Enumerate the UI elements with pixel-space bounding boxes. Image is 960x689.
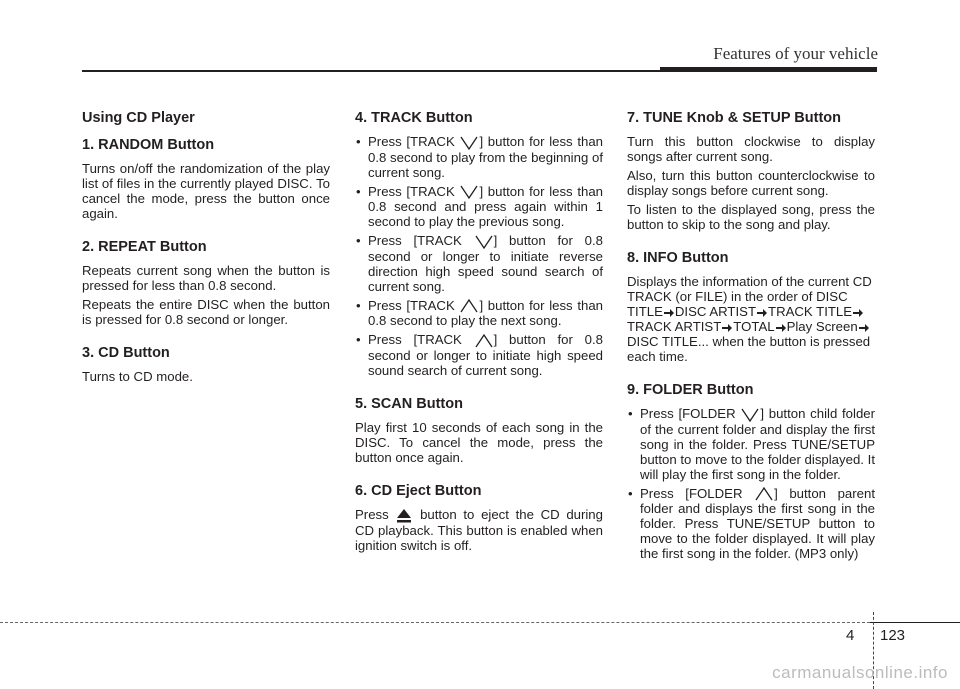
- folder-title: 9. FOLDER Button: [627, 382, 754, 398]
- arrow-right-icon: [722, 324, 732, 332]
- info-text: [627, 274, 875, 364]
- track-item-text: ] button for 0.8 second or longer to initiate reverse direction high speed sound search of current song.: [368, 233, 603, 294]
- folder-item-text: ] button child folder of the current folder and display the first song in the folder. Press TUNE/SETUP button to move to the folder displayed. It will play the first song in the folder.: [640, 406, 876, 482]
- folder-prefix: Press [FOLDER: [640, 485, 743, 501]
- track-prefix: Press [TRACK: [368, 297, 455, 313]
- tune-title: 7. TUNE Knob & SETUP Button: [627, 110, 842, 126]
- info-title: 8. INFO Button: [627, 250, 729, 266]
- scan-section: [355, 396, 603, 465]
- chevron-down-icon: [741, 408, 759, 422]
- random-text: Turns on/off the randomization of the play list of files in the currently played DISC. To cancel the mode, press the button once again.: [82, 161, 330, 221]
- arrow-right-icon: [664, 309, 674, 317]
- random-section: [82, 137, 330, 221]
- track-list: [355, 134, 603, 378]
- info-seq-item: DISC ARTIST: [674, 304, 757, 319]
- list-item: [627, 406, 875, 482]
- tune-text-1: Turn this button clockwise to display songs after current song.: [627, 134, 875, 164]
- chevron-up-icon: [460, 299, 478, 313]
- arrow-right-icon: [853, 309, 863, 317]
- track-prefix: Press [TRACK: [368, 332, 462, 348]
- track-item-text: ] button for less than 0.8 second to play from the beginning of current song.: [368, 134, 603, 180]
- repeat-title: 2. REPEAT Button: [82, 239, 207, 255]
- eject-icon: [396, 508, 412, 523]
- list-item: [355, 298, 603, 329]
- track-section: [355, 110, 603, 378]
- repeat-text-2: Repeats the entire DISC when the button is pressed for 0.8 second or longer.: [82, 297, 330, 327]
- cd-section: [82, 345, 330, 384]
- info-section: [627, 250, 875, 364]
- watermark: carmanualsonline.info: [772, 663, 948, 682]
- eject-title: 6. CD Eject Button: [355, 482, 482, 499]
- column-left: [82, 110, 330, 402]
- page-header-title: Features of your vehicle: [713, 44, 878, 63]
- folder-list: [627, 406, 875, 561]
- track-item-text: ] button for less than 0.8 second to play the next song.: [368, 297, 603, 329]
- info-seq-item: TRACK ARTIST: [627, 319, 722, 334]
- repeat-section: [82, 239, 330, 327]
- arrow-right-icon: [859, 324, 869, 332]
- scan-title: 5. SCAN Button: [355, 395, 463, 412]
- scan-text: Play first 10 seconds of each song in the DISC. To cancel the mode, press the button once again.: [355, 419, 603, 465]
- chevron-down-icon: [475, 235, 493, 249]
- tune-text-2: Also, turn this button counterclockwise to display songs before current song.: [627, 168, 875, 198]
- footer-rule-right: [870, 622, 960, 623]
- eject-section: [355, 483, 603, 553]
- list-item: [355, 134, 603, 180]
- arrow-right-icon: [776, 324, 786, 332]
- info-seq-item: TOTAL: [733, 319, 775, 334]
- track-item-text: ] button for 0.8 second or longer to initiate high speed sound search of current song.: [368, 332, 603, 378]
- folder-item-text: ] button parent folder and displays the first song in the folder. Press TUNE/SETUP button to move to the folder displayed. It will play the first song in the folder. (MP3 only): [640, 485, 875, 562]
- info-lead: Displays the information of the current CD TRACK (or FILE) in the order of DISC TITLE: [627, 274, 872, 319]
- column-middle: [355, 110, 603, 571]
- cd-title: 3. CD Button: [82, 345, 170, 361]
- footer-rule: [0, 622, 870, 623]
- chevron-down-icon: [460, 136, 478, 150]
- chevron-down-icon: [460, 185, 478, 199]
- chevron-up-icon: [755, 487, 773, 501]
- eject-text-after: button to eject the CD during CD playback. This button is enabled when ignition switch is off.: [355, 506, 603, 553]
- track-item-text: ] button for less than 0.8 second and press again within 1 second to play the previous song.: [368, 183, 603, 230]
- chapter-number: 4: [846, 627, 855, 644]
- random-title: 1. RANDOM Button: [82, 137, 215, 153]
- track-prefix: Press [TRACK: [368, 233, 462, 249]
- track-prefix: Press [TRACK: [368, 183, 455, 199]
- section-heading: Using CD Player: [82, 110, 195, 126]
- info-seq-item: TRACK TITLE: [768, 304, 853, 319]
- column-right: [627, 110, 875, 579]
- tune-text-3: To listen to the displayed song, press the button to skip to the song and play.: [627, 202, 875, 232]
- arrow-right-icon: [757, 309, 767, 317]
- list-item: [355, 332, 603, 378]
- eject-text: [355, 507, 603, 553]
- info-seq-item: Play Screen: [786, 319, 858, 334]
- info-seq-item: DISC TITLE... when the button is pressed each time.: [627, 334, 871, 364]
- list-item: [627, 486, 875, 562]
- track-prefix: Press [TRACK: [368, 134, 455, 149]
- folder-section: [627, 382, 875, 561]
- header-rule-accent: [660, 67, 877, 72]
- list-item: [355, 184, 603, 230]
- tune-section: [627, 110, 875, 232]
- cd-text: Turns to CD mode.: [82, 369, 193, 384]
- list-item: [355, 233, 603, 294]
- track-title: 4. TRACK Button: [355, 110, 473, 126]
- eject-text-before: Press: [355, 506, 389, 522]
- repeat-text-1: Repeats current song when the button is pressed for less than 0.8 second.: [82, 263, 330, 293]
- chevron-up-icon: [475, 334, 493, 348]
- page-number: 123: [880, 627, 906, 644]
- folder-prefix: Press [FOLDER: [640, 406, 736, 421]
